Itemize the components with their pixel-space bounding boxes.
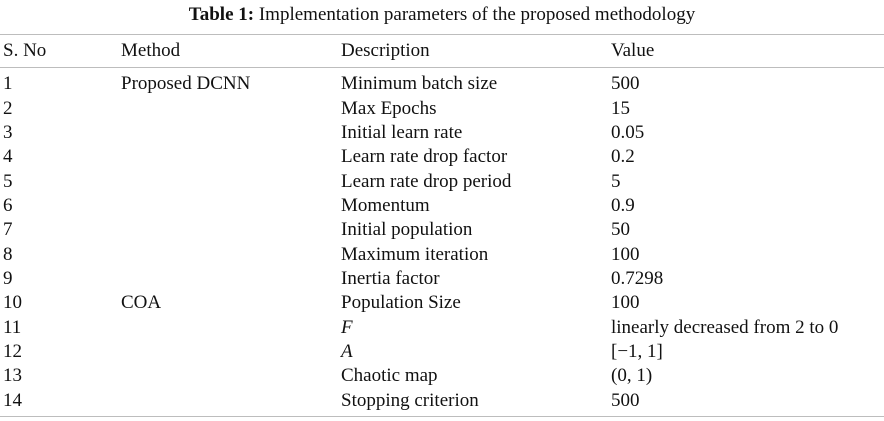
cell-value: [−1, 1] [611,340,663,362]
table-row [0,67,884,96]
cell-description: Stopping criterion [341,389,479,411]
cell-method [121,145,341,169]
cell-description: Population Size [341,292,461,314]
cell-method [121,169,341,193]
cell-sno: 14 [3,389,22,411]
cell-sno: 4 [3,146,13,168]
cell-description: Initial learn rate [341,121,463,143]
cell-description: Minimum batch size [341,73,498,95]
cell-method [121,364,341,388]
header-method: Method [121,39,181,61]
cell-description: Max Epochs [341,97,437,119]
cell-description: Initial population [341,219,473,241]
table-row [0,340,884,364]
table-row [0,364,884,388]
cell-description: Momentum [341,194,430,216]
cell-value: 100 [611,243,640,265]
cell-sno: 9 [3,267,13,289]
cell-sno: 11 [3,316,22,338]
table-row [0,267,884,291]
cell-sno: 8 [3,243,13,265]
cell-sno: 10 [3,292,22,314]
cell-method [121,218,341,242]
cell-value: 5 [611,170,621,192]
cell-sno: 5 [3,170,13,192]
table-row [0,96,884,120]
cell-value: 0.9 [611,194,635,216]
cell-sno: 12 [3,340,22,362]
cell-value: 50 [611,219,630,241]
cell-method [121,315,341,339]
table-bottom-rule [0,416,884,417]
cell-description: Inertia factor [341,267,440,289]
cell-description: Learn rate drop period [341,170,512,192]
cell-value: 500 [611,73,640,95]
cell-value: (0, 1) [611,365,653,387]
cell-description: A [341,340,353,362]
parameters-table [0,34,884,413]
cell-description: Chaotic map [341,365,438,387]
table-row [0,194,884,218]
table-row [0,242,884,266]
cell-sno: 7 [3,219,13,241]
cell-method [121,194,341,218]
caption-label: Table 1: [188,4,255,25]
cell-value: 0.7298 [611,267,664,289]
header-row [0,34,884,67]
cell-description: Maximum iteration [341,243,489,265]
cell-method [121,388,341,412]
cell-description: F [341,316,353,338]
cell-value: 15 [611,97,630,119]
cell-method [121,267,341,291]
cell-value: 100 [611,292,640,314]
cell-value: linearly decreased from 2 to 0 [611,316,839,338]
header-sno: S. No [3,39,47,61]
table-header [0,34,884,67]
header-value: Value [611,39,655,61]
cell-method [121,340,341,364]
cell-sno: 1 [3,73,13,95]
cell-value: 500 [611,389,640,411]
cell-method: COA [121,292,162,314]
cell-sno: 13 [3,365,22,387]
table-row [0,315,884,339]
header-description: Description [341,39,430,61]
table-body [0,67,884,413]
table-caption [0,4,884,26]
table-row [0,291,884,315]
cell-method [121,96,341,120]
table-row [0,121,884,145]
cell-value: 0.2 [611,146,635,168]
cell-sno: 3 [3,121,13,143]
cell-sno: 6 [3,194,13,216]
cell-value: 0.05 [611,121,645,143]
cell-sno: 2 [3,97,13,119]
caption-text: Implementation parameters of the proposed methodology [258,4,696,25]
table-row [0,218,884,242]
cell-method [121,242,341,266]
cell-description: Learn rate drop factor [341,146,508,168]
table-row [0,145,884,169]
cell-method [121,121,341,145]
table-row [0,388,884,412]
table-row [0,169,884,193]
cell-method: Proposed DCNN [121,73,251,95]
